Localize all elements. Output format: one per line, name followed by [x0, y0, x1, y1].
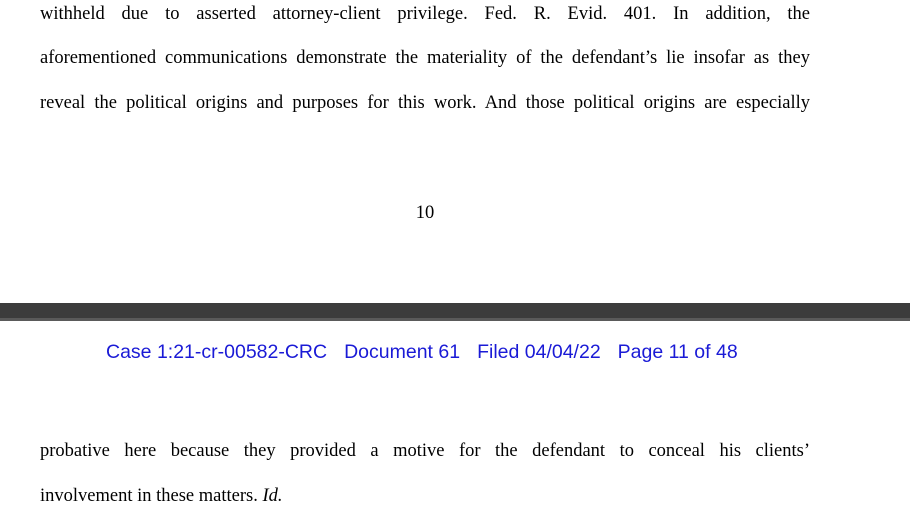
page-count: Page 11 of 48	[617, 341, 738, 363]
body-text-line: withheld due to asserted attorney-client privilege. Fed. R. Evid. 401. In addition, the	[40, 4, 810, 24]
body-text-line	[40, 485, 810, 505]
body-text: involvement in these matters.	[40, 486, 263, 505]
filed-date: Filed 04/04/22	[477, 341, 601, 363]
citation-id: Id.	[262, 486, 283, 505]
page-number: 10	[415, 203, 435, 223]
body-text-line: aforementioned communications demonstrate the materiality of the defendant’s lie insofar as they	[40, 48, 810, 68]
court-filing-header	[106, 340, 738, 364]
case-number: Case 1:21-cr-00582-CRC	[106, 341, 328, 363]
document-number: Document 61	[344, 341, 461, 363]
page-separator	[0, 303, 910, 321]
body-text-line: reveal the political origins and purposes for this work. And those political origins are especially	[40, 93, 810, 113]
body-text-line: probative here because they provided a motive for the defendant to conceal his clients’	[40, 441, 810, 461]
document-page-11	[0, 321, 910, 505]
